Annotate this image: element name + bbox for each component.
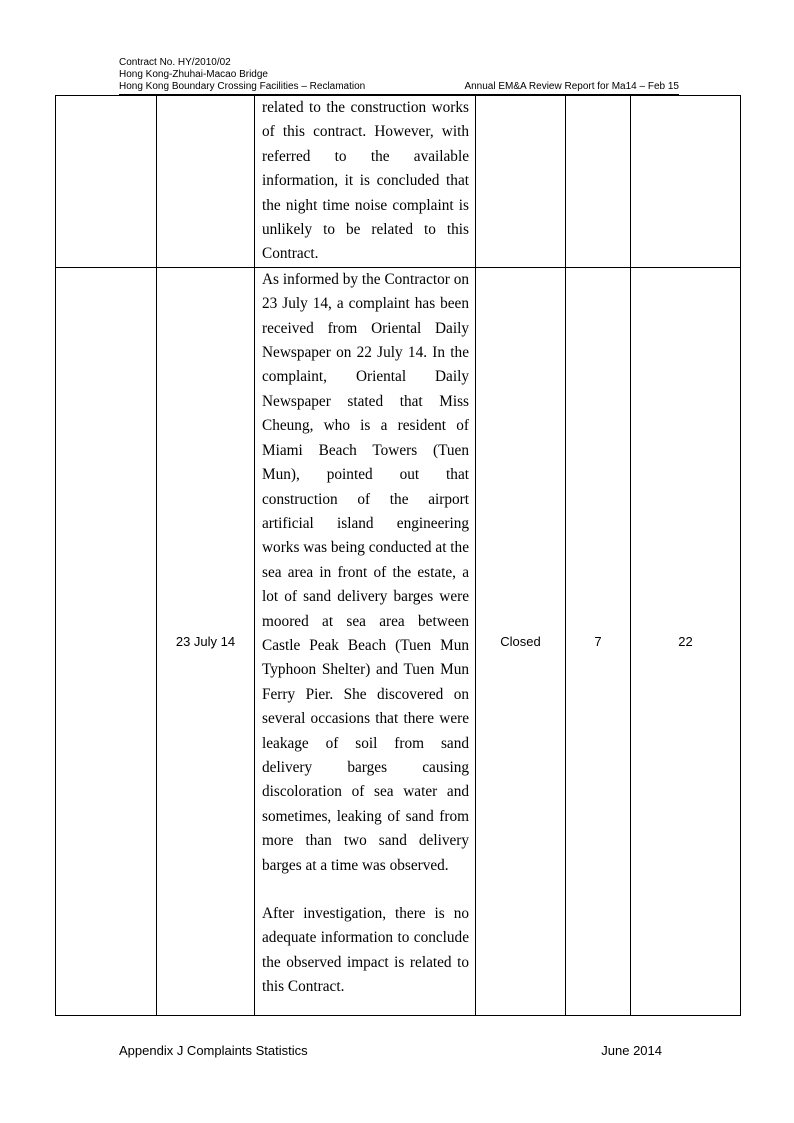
facility-name: Hong Kong Boundary Crossing Facilities – Reclamation	[119, 81, 366, 92]
complaint-status	[476, 96, 566, 268]
complaints-table	[55, 95, 741, 1016]
report-date: June 2014	[601, 1043, 662, 1058]
table-cell-blank	[56, 267, 157, 1015]
table-row	[56, 96, 741, 268]
report-title: Annual EM&A Review Report for Ma14 – Feb 15	[464, 81, 679, 92]
complaint-col5	[566, 96, 631, 268]
header-line	[119, 81, 679, 95]
table-cell-blank	[56, 96, 157, 268]
complaint-description	[255, 96, 476, 268]
appendix-title: Appendix J Complaints Statistics	[119, 1043, 308, 1058]
contract-number: Contract No. HY/2010/02	[119, 57, 231, 68]
complaint-status: Closed	[476, 267, 566, 1015]
description-paragraph: After investigation, there is no adequate information to conclude the observed impact is related to this Contract.	[262, 905, 469, 996]
complaint-col6	[631, 96, 741, 268]
complaint-date: 23 July 14	[157, 267, 255, 1015]
complaint-date	[157, 96, 255, 268]
page-header	[119, 57, 679, 95]
page-footer	[119, 1043, 662, 1058]
table-row	[56, 267, 741, 1015]
project-name: Hong Kong-Zhuhai-Macao Bridge	[119, 69, 268, 80]
complaint-col6: 22	[631, 267, 741, 1015]
complaint-col5: 7	[566, 267, 631, 1015]
description-paragraph: As informed by the Contractor on 23 July 14, a complaint has been received from Oriental Daily Newspaper on 22 July 14. In the complaint, Oriental Daily Newspaper stated that Miss Cheung, who is a resident of Miami Beach Towers (Tuen Mun), pointed out that construction of the airport artificial island engineering works was being conducted at the sea area in front of the estate, a lot of sand delivery barges were moored at sea area between Castle Peak Beach (Tuen Mun Typhoon Shelter) and Tuen Mun Ferry Pier. She discovered on several occasions that there were leakage of soil from sand delivery barges causing discoloration of sea water and sometimes, leaking of sand from more than two sand delivery barges at a time was observed.	[262, 270, 469, 874]
description-paragraph: related to the construction works of this contract. However, with referred to the available information, it is concluded that the night time noise complaint is unlikely to be related to this Contract.	[262, 99, 469, 263]
complaint-description	[255, 267, 476, 1015]
